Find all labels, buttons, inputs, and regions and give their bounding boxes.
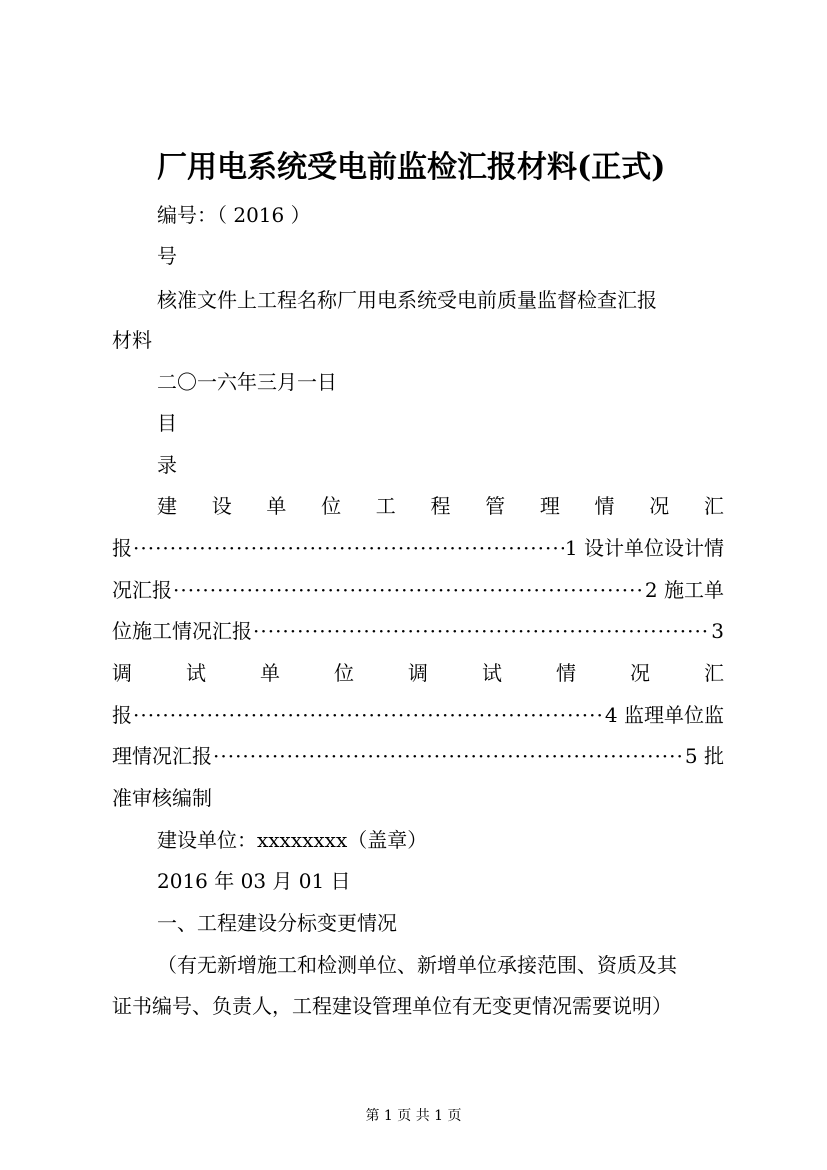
section-note-line-1: （有无新增施工和检测单位、新增单位承接范围、资质及其: [157, 953, 677, 977]
toc-line-8: 准审核编制: [112, 786, 212, 810]
toc-entry-page: 5 批: [684, 744, 724, 768]
toc-char: 试: [186, 661, 206, 685]
toc-leader-dots: [133, 703, 604, 727]
date-chinese: 二〇一六年三月一日: [157, 370, 337, 394]
toc-char: 管: [485, 494, 506, 518]
toc-char: 调: [112, 661, 132, 685]
toc-char: 设: [211, 494, 232, 518]
toc-char: 情: [556, 661, 576, 685]
toc-char: 汇: [703, 494, 724, 518]
page-footer: 第 1 页 共 1 页: [365, 1108, 462, 1124]
section-heading: 一、工程建设分标变更情况: [157, 911, 397, 935]
toc-char: 程: [430, 494, 451, 518]
toc-char: 位: [321, 494, 342, 518]
toc-entry-page: 1 设计单位设计情: [564, 536, 724, 560]
toc-char: 理: [539, 494, 560, 518]
toc-entry-label: 理情况汇报: [112, 744, 212, 768]
toc-char: 工: [375, 494, 396, 518]
toc-entry-page: 4 监理单位监: [604, 703, 724, 727]
number-suffix: 号: [157, 244, 177, 268]
toc-char: 情: [594, 494, 615, 518]
toc-line-3: [112, 578, 724, 602]
toc-entry-label: 报: [112, 536, 132, 560]
contents-char-2: 录: [157, 453, 177, 477]
contents-char-1: 目: [157, 411, 177, 435]
toc-char: 况: [630, 661, 650, 685]
toc-line-7: [112, 744, 724, 768]
toc-line-2: [112, 536, 724, 560]
toc-entry-label: 况汇报: [112, 578, 172, 602]
document-title: 厂用电系统受电前监检汇报材料(正式): [157, 150, 666, 185]
toc-char: 位: [334, 661, 354, 685]
toc-char: 试: [482, 661, 502, 685]
toc-char: 单: [260, 661, 280, 685]
toc-char: 调: [408, 661, 428, 685]
toc-char: 单: [266, 494, 287, 518]
toc-leader-dots: [253, 619, 710, 643]
number-label: 编号：（ 2016 ）: [157, 203, 311, 227]
toc-leader-dots: [133, 536, 564, 560]
toc-entry-label: 位施工情况汇报: [112, 619, 252, 643]
toc-line-4: [112, 619, 724, 643]
toc-leader-dots: [173, 578, 644, 602]
toc-line-5: [112, 661, 724, 685]
toc-entry-page: 2 施工单: [644, 578, 724, 602]
toc-char: 建: [157, 494, 177, 518]
approval-line-1: 核准文件上工程名称厂用电系统受电前质量监督检查汇报: [157, 288, 657, 312]
toc-char: 汇: [704, 661, 724, 685]
toc-entry-page: 3: [711, 619, 724, 643]
toc-entry-label: 报: [112, 703, 132, 727]
toc-line-6: [112, 703, 724, 727]
construction-unit: 建设单位：xxxxxxxx（盖章）: [157, 828, 428, 852]
approval-line-2: 材料: [112, 328, 152, 352]
date-numeric: 2016 年 03 月 01 日: [157, 869, 351, 893]
toc-leader-dots: [213, 744, 684, 768]
toc-line-1: [157, 494, 724, 518]
toc-char: 况: [649, 494, 670, 518]
section-note-line-2: 证书编号、负责人，工程建设管理单位有无变更情况需要说明）: [112, 994, 672, 1018]
